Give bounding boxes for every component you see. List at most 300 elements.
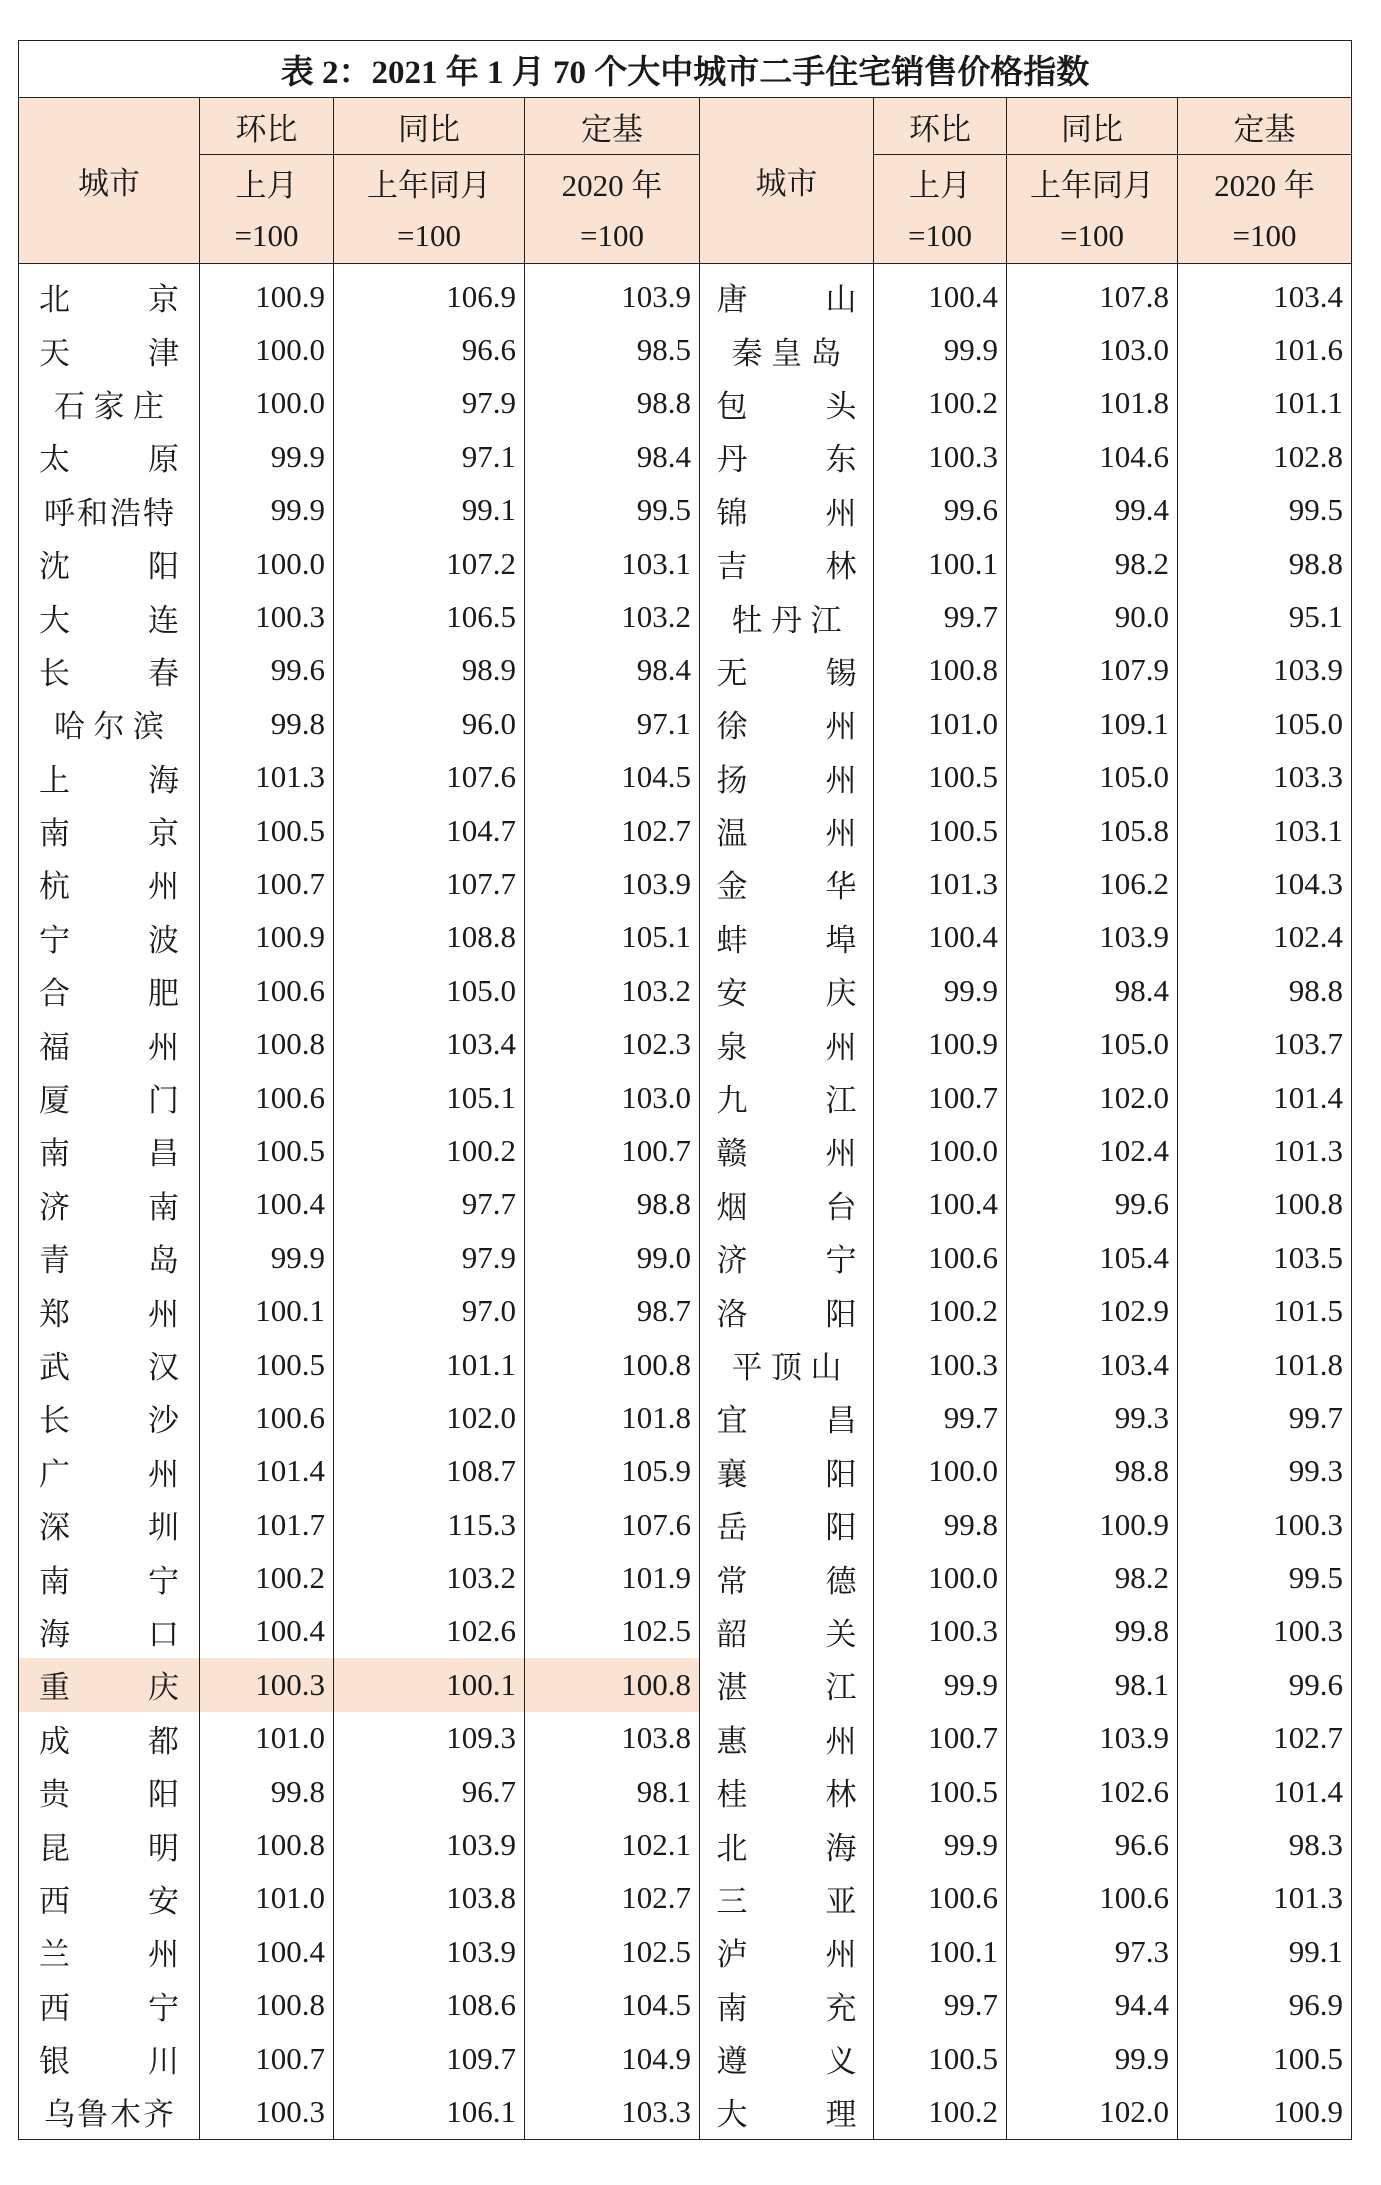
table-row	[19, 377, 1352, 430]
left-mom-value: 99.9	[200, 430, 334, 483]
base-header-left: 定基	[525, 98, 700, 155]
left-city-cell	[19, 1925, 200, 1978]
city-name: 无锡	[716, 655, 857, 691]
left-base-value: 102.7	[525, 804, 700, 857]
right-yoy-value: 100.9	[1007, 1498, 1178, 1551]
left-base-value: 103.9	[525, 857, 700, 910]
city-name: 合肥	[39, 976, 179, 1012]
left-base-value: 102.1	[525, 1818, 700, 1871]
yoy-unit-right: =100	[1007, 209, 1178, 264]
left-mom-value: 100.9	[200, 911, 334, 964]
table-row	[19, 1658, 1352, 1711]
table-row	[19, 484, 1352, 537]
right-base-value: 100.3	[1178, 1605, 1352, 1658]
left-yoy-value: 104.7	[334, 804, 525, 857]
yoy-header-left: 同比	[334, 98, 525, 155]
left-mom-value: 100.6	[200, 964, 334, 1017]
left-base-value: 103.3	[525, 2085, 700, 2139]
left-yoy-value: 105.1	[334, 1071, 525, 1124]
right-yoy-value: 100.6	[1007, 1872, 1178, 1925]
left-city-cell	[19, 1124, 200, 1177]
right-mom-value: 100.1	[874, 537, 1007, 590]
city-name: 蚌埠	[716, 922, 857, 958]
left-mom-value: 100.6	[200, 1071, 334, 1124]
right-city-cell	[700, 1017, 874, 1070]
left-city-cell	[19, 377, 200, 430]
table-row	[19, 964, 1352, 1017]
right-base-value: 101.6	[1178, 323, 1352, 376]
right-yoy-value: 106.2	[1007, 857, 1178, 910]
right-base-value: 100.3	[1178, 1498, 1352, 1551]
right-base-value: 101.4	[1178, 1765, 1352, 1818]
left-city-cell	[19, 1445, 200, 1498]
city-name: 烟台	[716, 1189, 857, 1225]
city-name: 宜昌	[716, 1403, 857, 1439]
city-name: 岳阳	[716, 1510, 857, 1546]
left-base-value: 101.8	[525, 1391, 700, 1444]
right-mom-value: 100.3	[874, 1338, 1007, 1391]
table-row	[19, 537, 1352, 590]
right-base-value: 100.8	[1178, 1178, 1352, 1231]
right-yoy-value: 99.3	[1007, 1391, 1178, 1444]
right-mom-value: 100.6	[874, 1872, 1007, 1925]
right-yoy-value: 102.4	[1007, 1124, 1178, 1177]
city-name: 洛阳	[716, 1296, 857, 1332]
right-yoy-value: 109.1	[1007, 697, 1178, 750]
left-yoy-value: 107.2	[334, 537, 525, 590]
right-city-cell	[700, 911, 874, 964]
city-name: 广州	[39, 1456, 179, 1492]
right-city-cell	[700, 1605, 874, 1658]
left-base-value: 103.1	[525, 537, 700, 590]
right-mom-value: 100.5	[874, 1765, 1007, 1818]
left-base-value: 103.0	[525, 1071, 700, 1124]
left-yoy-value: 107.7	[334, 857, 525, 910]
left-yoy-value: 102.6	[334, 1605, 525, 1658]
right-base-value: 99.1	[1178, 1925, 1352, 1978]
left-city-cell	[19, 1765, 200, 1818]
left-mom-value: 100.4	[200, 1605, 334, 1658]
city-name: 温州	[716, 816, 857, 852]
right-yoy-value: 90.0	[1007, 590, 1178, 643]
right-base-value: 105.0	[1178, 697, 1352, 750]
right-city-cell	[700, 590, 874, 643]
left-base-value: 100.8	[525, 1658, 700, 1711]
yoy-sub-left: 上年同月	[334, 155, 525, 210]
right-mom-value: 99.9	[874, 1818, 1007, 1871]
table-row	[19, 911, 1352, 964]
table-row	[19, 1284, 1352, 1337]
right-mom-value: 100.5	[874, 804, 1007, 857]
left-city-cell	[19, 1071, 200, 1124]
table-row	[19, 1124, 1352, 1177]
left-mom-value: 101.3	[200, 751, 334, 804]
city-name: 大连	[39, 602, 179, 638]
right-base-value: 98.8	[1178, 537, 1352, 590]
left-yoy-value: 96.7	[334, 1765, 525, 1818]
right-base-value: 101.5	[1178, 1284, 1352, 1337]
city-name: 赣州	[716, 1136, 857, 1172]
left-yoy-value: 108.6	[334, 1979, 525, 2032]
left-yoy-value: 103.4	[334, 1017, 525, 1070]
table-row	[19, 1712, 1352, 1765]
mom-sub-right: 上月	[874, 155, 1007, 210]
table-row	[19, 1445, 1352, 1498]
city-name: 贵阳	[39, 1777, 179, 1813]
right-mom-value: 100.4	[874, 1178, 1007, 1231]
left-yoy-value: 99.1	[334, 484, 525, 537]
left-base-value: 105.1	[525, 911, 700, 964]
left-mom-value: 99.9	[200, 484, 334, 537]
left-base-value: 101.9	[525, 1551, 700, 1604]
right-base-value: 101.8	[1178, 1338, 1352, 1391]
left-city-cell	[19, 430, 200, 483]
right-city-cell	[700, 1551, 874, 1604]
right-yoy-value: 107.9	[1007, 644, 1178, 697]
left-city-cell	[19, 1658, 200, 1711]
left-mom-value: 101.7	[200, 1498, 334, 1551]
yoy-header-right: 同比	[1007, 98, 1178, 155]
table-row	[19, 1338, 1352, 1391]
mom-header-left: 环比	[200, 98, 334, 155]
city-name: 金华	[716, 869, 857, 905]
left-city-cell	[19, 323, 200, 376]
left-city-cell	[19, 1818, 200, 1871]
yoy-sub-right: 上年同月	[1007, 155, 1178, 210]
left-base-value: 99.0	[525, 1231, 700, 1284]
base-sub-left: 2020 年	[525, 155, 700, 210]
mom-unit-left: =100	[200, 209, 334, 264]
right-yoy-value: 98.2	[1007, 537, 1178, 590]
city-name: 桂林	[716, 1777, 857, 1813]
table-row	[19, 1551, 1352, 1604]
right-base-value: 102.4	[1178, 911, 1352, 964]
right-yoy-value: 99.6	[1007, 1178, 1178, 1231]
table-row	[19, 1765, 1352, 1818]
city-name: 锦州	[716, 495, 857, 531]
left-base-value: 102.5	[525, 1605, 700, 1658]
right-city-cell	[700, 964, 874, 1017]
city-name: 宁波	[39, 922, 179, 958]
left-mom-value: 100.8	[200, 1979, 334, 2032]
city-name: 北海	[716, 1830, 857, 1866]
left-city-cell	[19, 484, 200, 537]
city-name: 厦门	[39, 1083, 179, 1119]
right-mom-value: 100.0	[874, 1124, 1007, 1177]
right-yoy-value: 98.4	[1007, 964, 1178, 1017]
right-yoy-value: 98.2	[1007, 1551, 1178, 1604]
right-city-cell	[700, 264, 874, 324]
left-base-value: 104.5	[525, 1979, 700, 2032]
right-city-cell	[700, 751, 874, 804]
left-yoy-value: 106.1	[334, 2085, 525, 2139]
right-base-value: 98.8	[1178, 964, 1352, 1017]
left-yoy-value: 100.1	[334, 1658, 525, 1711]
right-mom-value: 99.9	[874, 323, 1007, 376]
city-name: 成都	[39, 1723, 179, 1759]
city-name: 大理	[716, 2097, 857, 2133]
right-mom-value: 100.0	[874, 1551, 1007, 1604]
left-yoy-value: 101.1	[334, 1338, 525, 1391]
left-city-cell	[19, 590, 200, 643]
right-yoy-value: 102.0	[1007, 1071, 1178, 1124]
city-name: 天津	[39, 335, 179, 371]
right-mom-value: 100.9	[874, 1017, 1007, 1070]
table-row	[19, 751, 1352, 804]
right-base-value: 102.8	[1178, 430, 1352, 483]
right-mom-value: 101.3	[874, 857, 1007, 910]
left-mom-value: 100.7	[200, 857, 334, 910]
left-mom-value: 100.0	[200, 323, 334, 376]
city-name: 泸州	[716, 1937, 857, 1973]
left-city-cell	[19, 1391, 200, 1444]
left-base-value: 104.9	[525, 2032, 700, 2085]
left-city-cell	[19, 751, 200, 804]
left-yoy-value: 107.6	[334, 751, 525, 804]
city-name: 吉林	[716, 549, 857, 585]
right-base-value: 96.9	[1178, 1979, 1352, 2032]
table-row	[19, 1071, 1352, 1124]
right-base-value: 101.1	[1178, 377, 1352, 430]
right-city-cell	[700, 1979, 874, 2032]
left-base-value: 103.9	[525, 264, 700, 324]
right-base-value: 99.7	[1178, 1391, 1352, 1444]
right-mom-value: 100.3	[874, 1605, 1007, 1658]
city-name: 南京	[39, 816, 179, 852]
left-yoy-value: 108.7	[334, 1445, 525, 1498]
right-base-value: 101.3	[1178, 1124, 1352, 1177]
left-base-value: 104.5	[525, 751, 700, 804]
left-mom-value: 101.0	[200, 1712, 334, 1765]
right-city-cell	[700, 430, 874, 483]
right-yoy-value: 102.6	[1007, 1765, 1178, 1818]
left-city-cell	[19, 2085, 200, 2139]
left-city-cell	[19, 804, 200, 857]
left-base-value: 98.7	[525, 1284, 700, 1337]
right-yoy-value: 98.1	[1007, 1658, 1178, 1711]
right-mom-value: 99.8	[874, 1498, 1007, 1551]
right-mom-value: 100.0	[874, 1445, 1007, 1498]
city-name: 遵义	[716, 2044, 857, 2080]
right-city-cell	[700, 2032, 874, 2085]
city-name: 唐山	[716, 282, 857, 318]
left-mom-value: 99.8	[200, 1765, 334, 1818]
city-name: 西安	[39, 1883, 179, 1919]
base-unit-left: =100	[525, 209, 700, 264]
right-city-cell	[700, 1872, 874, 1925]
left-mom-value: 100.9	[200, 264, 334, 324]
right-mom-value: 101.0	[874, 697, 1007, 750]
left-base-value: 97.1	[525, 697, 700, 750]
left-city-cell	[19, 1017, 200, 1070]
right-yoy-value: 103.9	[1007, 911, 1178, 964]
left-mom-value: 100.8	[200, 1017, 334, 1070]
right-mom-value: 100.4	[874, 911, 1007, 964]
right-yoy-value: 104.6	[1007, 430, 1178, 483]
right-yoy-value: 105.8	[1007, 804, 1178, 857]
city-name: 秦皇岛	[731, 335, 842, 371]
city-name: 西宁	[39, 1990, 179, 2026]
right-yoy-value: 98.8	[1007, 1445, 1178, 1498]
left-mom-value: 100.2	[200, 1551, 334, 1604]
left-yoy-value: 97.9	[334, 1231, 525, 1284]
city-name: 常德	[716, 1563, 857, 1599]
left-yoy-value: 102.0	[334, 1391, 525, 1444]
right-base-value: 100.5	[1178, 2032, 1352, 2085]
city-name: 上海	[39, 762, 179, 798]
right-base-value: 102.7	[1178, 1712, 1352, 1765]
right-yoy-value: 103.9	[1007, 1712, 1178, 1765]
city-name: 石家庄	[54, 388, 164, 424]
left-base-value: 102.5	[525, 1925, 700, 1978]
city-name: 南昌	[39, 1136, 179, 1172]
right-city-cell	[700, 1391, 874, 1444]
right-city-cell	[700, 1124, 874, 1177]
left-mom-value: 99.6	[200, 644, 334, 697]
table-row	[19, 1872, 1352, 1925]
right-mom-value: 100.2	[874, 377, 1007, 430]
left-yoy-value: 103.8	[334, 1872, 525, 1925]
left-city-cell	[19, 2032, 200, 2085]
city-name: 徐州	[716, 709, 857, 745]
left-yoy-value: 96.6	[334, 323, 525, 376]
right-yoy-value: 96.6	[1007, 1818, 1178, 1871]
left-city-cell	[19, 1178, 200, 1231]
right-mom-value: 99.7	[874, 1391, 1007, 1444]
left-base-value: 100.8	[525, 1338, 700, 1391]
right-yoy-value: 97.3	[1007, 1925, 1178, 1978]
left-yoy-value: 103.9	[334, 1925, 525, 1978]
left-base-value: 99.5	[525, 484, 700, 537]
right-city-cell	[700, 644, 874, 697]
city-name: 兰州	[39, 1937, 179, 1973]
table-row	[19, 1231, 1352, 1284]
city-name: 长春	[39, 655, 179, 691]
right-city-cell	[700, 1231, 874, 1284]
city-name: 银川	[39, 2044, 179, 2080]
right-yoy-value: 105.4	[1007, 1231, 1178, 1284]
left-mom-value: 100.1	[200, 1284, 334, 1337]
left-city-cell	[19, 537, 200, 590]
right-yoy-value: 103.0	[1007, 323, 1178, 376]
left-yoy-value: 115.3	[334, 1498, 525, 1551]
left-mom-value: 100.4	[200, 1925, 334, 1978]
right-city-cell	[700, 1925, 874, 1978]
table-row	[19, 804, 1352, 857]
right-mom-value: 99.6	[874, 484, 1007, 537]
table-row	[19, 1391, 1352, 1444]
left-mom-value: 101.4	[200, 1445, 334, 1498]
table-row	[19, 264, 1352, 324]
left-base-value: 107.6	[525, 1498, 700, 1551]
city-name: 安庆	[716, 976, 857, 1012]
right-base-value: 98.3	[1178, 1818, 1352, 1871]
left-city-cell	[19, 1872, 200, 1925]
table-row	[19, 1605, 1352, 1658]
city-name: 扬州	[716, 762, 857, 798]
left-yoy-value: 106.9	[334, 264, 525, 324]
left-base-value: 100.7	[525, 1124, 700, 1177]
left-city-cell	[19, 857, 200, 910]
city-name: 襄阳	[716, 1456, 857, 1492]
left-mom-value: 101.0	[200, 1872, 334, 1925]
left-mom-value: 100.3	[200, 2085, 334, 2139]
right-city-cell	[700, 857, 874, 910]
table-row	[19, 1498, 1352, 1551]
price-index-document	[18, 40, 1351, 2140]
mom-header-right: 环比	[874, 98, 1007, 155]
city-name: 丹东	[716, 442, 857, 478]
left-mom-value: 100.8	[200, 1818, 334, 1871]
left-mom-value: 99.9	[200, 1231, 334, 1284]
city-name: 呼和浩特	[44, 495, 174, 531]
left-city-cell	[19, 1231, 200, 1284]
left-mom-value: 100.5	[200, 1338, 334, 1391]
left-yoy-value: 97.7	[334, 1178, 525, 1231]
right-base-value: 99.5	[1178, 1551, 1352, 1604]
table-row	[19, 1925, 1352, 1978]
right-base-value: 99.6	[1178, 1658, 1352, 1711]
left-yoy-value: 98.9	[334, 644, 525, 697]
left-mom-value: 100.5	[200, 1124, 334, 1177]
right-base-value: 103.1	[1178, 804, 1352, 857]
city-name: 沈阳	[39, 549, 179, 585]
city-name: 乌鲁木齐	[44, 2097, 174, 2133]
right-city-cell	[700, 1445, 874, 1498]
left-base-value: 103.8	[525, 1712, 700, 1765]
right-city-cell	[700, 1765, 874, 1818]
left-city-cell	[19, 1979, 200, 2032]
city-header-right: 城市	[700, 98, 874, 264]
right-city-cell	[700, 1284, 874, 1337]
left-yoy-value: 109.3	[334, 1712, 525, 1765]
left-mom-value: 100.7	[200, 2032, 334, 2085]
city-name: 南宁	[39, 1563, 179, 1599]
left-mom-value: 100.4	[200, 1178, 334, 1231]
right-yoy-value: 99.8	[1007, 1605, 1178, 1658]
right-base-value: 104.3	[1178, 857, 1352, 910]
left-base-value: 98.4	[525, 644, 700, 697]
city-name: 福州	[39, 1029, 179, 1065]
table-row	[19, 857, 1352, 910]
city-name: 韶关	[716, 1616, 857, 1652]
left-yoy-value: 103.9	[334, 1818, 525, 1871]
right-base-value: 100.9	[1178, 2085, 1352, 2139]
left-base-value: 98.8	[525, 377, 700, 430]
city-name: 惠州	[716, 1723, 857, 1759]
left-yoy-value: 97.0	[334, 1284, 525, 1337]
right-mom-value: 99.7	[874, 1979, 1007, 2032]
city-name: 北京	[39, 282, 179, 318]
right-base-value: 95.1	[1178, 590, 1352, 643]
left-base-value: 102.7	[525, 1872, 700, 1925]
left-base-value: 98.5	[525, 323, 700, 376]
left-yoy-value: 96.0	[334, 697, 525, 750]
left-base-value: 105.9	[525, 1445, 700, 1498]
city-name: 昆明	[39, 1830, 179, 1866]
city-name: 重庆	[39, 1670, 179, 1706]
right-base-value: 99.3	[1178, 1445, 1352, 1498]
left-base-value: 98.8	[525, 1178, 700, 1231]
right-city-cell	[700, 323, 874, 376]
city-name: 济南	[39, 1189, 179, 1225]
right-mom-value: 100.1	[874, 1925, 1007, 1978]
right-yoy-value: 99.4	[1007, 484, 1178, 537]
left-yoy-value: 108.8	[334, 911, 525, 964]
right-yoy-value: 101.8	[1007, 377, 1178, 430]
right-yoy-value: 105.0	[1007, 1017, 1178, 1070]
table-row	[19, 323, 1352, 376]
